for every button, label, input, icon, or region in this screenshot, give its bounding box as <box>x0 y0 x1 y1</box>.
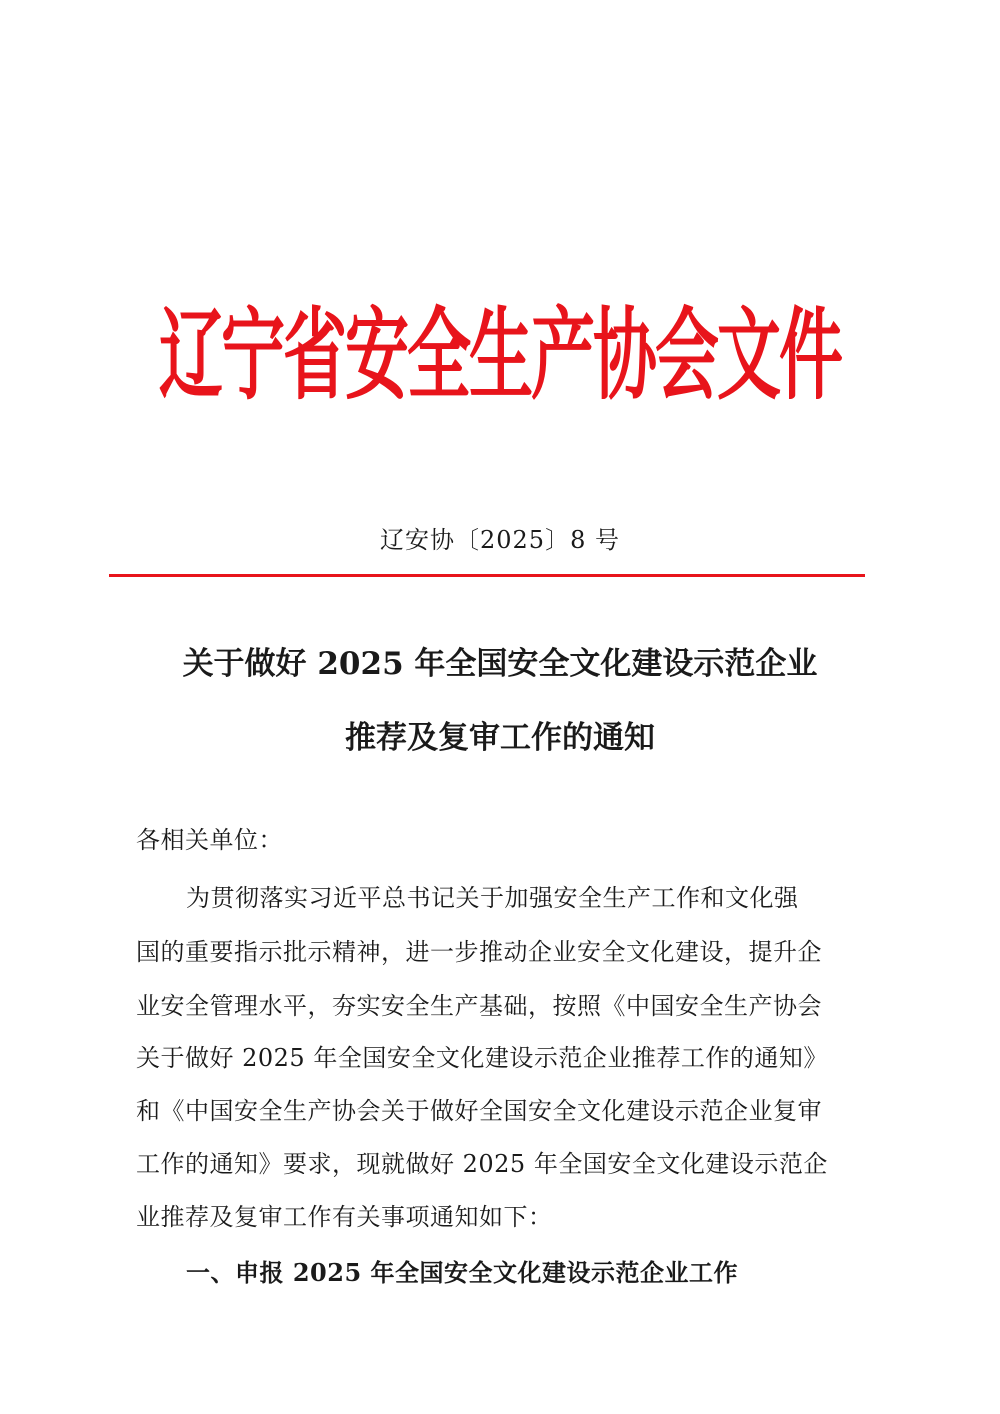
body-line: 和《中国安全生产协会关于做好全国安全文化建设示范企业复审 <box>136 1097 822 1125</box>
body-line: 工作的通知》要求，现就做好 2025 年全国安全文化建设示范企 <box>136 1150 828 1178</box>
issuer-header-title <box>0 292 1000 422</box>
document-title-line-2: 推荐及复审工作的通知 <box>345 720 655 756</box>
body-line: 为贯彻落实习近平总书记关于加强安全生产工作和文化强 <box>186 884 799 912</box>
body-line: 业安全管理水平，夯实安全生产基础，按照《中国安全生产协会 <box>136 992 822 1020</box>
body-line: 国的重要指示批示精神，进一步推动企业安全文化建设，提升企 <box>136 938 822 966</box>
salutation: 各相关单位： <box>136 826 283 854</box>
section-heading: 一、申报 2025 年全国安全文化建设示范企业工作 <box>186 1258 739 1287</box>
issuer-header-text: 辽宁省安全生产协会文件 <box>159 298 841 415</box>
document-number: 辽安协〔2025〕8 号 <box>380 526 620 554</box>
document-title-line-1: 关于做好 2025 年全国安全文化建设示范企业 <box>182 646 818 682</box>
body-line: 业推荐及复审工作有关事项通知如下： <box>136 1203 553 1231</box>
red-divider-line <box>109 574 865 577</box>
body-line: 关于做好 2025 年全国安全文化建设示范企业推荐工作的通知》 <box>136 1044 828 1072</box>
